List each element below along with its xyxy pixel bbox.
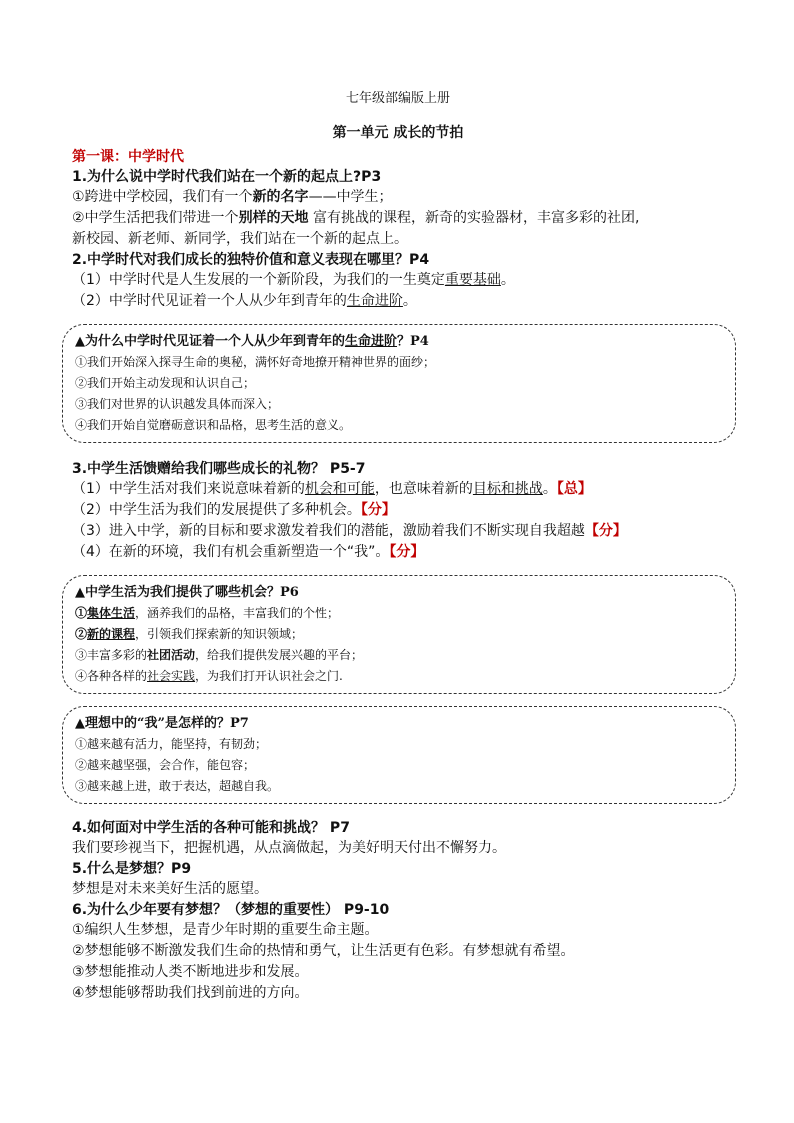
note-box-2-title: ▲中学生活为我们提供了哪些机会？P6 xyxy=(75,585,299,600)
q6-item: ③梦想能推动人类不断地进步和发展。 xyxy=(72,964,309,980)
q3-line-1: （1）中学生活对我们来说意味着新的机会和可能，也意味着新的目标和挑战。【总】 xyxy=(72,481,592,497)
note-box-2-item: ④各种各样的社会实践，为我们打开认识社会之门. xyxy=(75,669,343,683)
note-box-3-item: ①越来越有活力，能坚持，有韧劲； xyxy=(75,737,268,751)
note-box-3-title: ▲理想中的“我”是怎样的？P7 xyxy=(75,716,249,731)
q6-item: ②梦想能够不断激发我们生命的热情和勇气，让生活更有色彩。有梦想就有希望。 xyxy=(72,943,575,959)
q6-item: ④梦想能够帮助我们找到前进的方向。 xyxy=(72,985,309,1001)
note-box-1-item: ④我们开始自觉磨砺意识和品格，思考生活的意义。 xyxy=(75,418,352,432)
detail-tag: 【分】 xyxy=(584,523,627,539)
question-1-title: 1.为什么说中学时代我们站在一个新的起点上?P3 xyxy=(72,169,382,185)
q2-line-2: （2）中学时代见证着一个人从少年到青年的生命进阶。 xyxy=(72,293,417,309)
note-box-1-item: ①我们开始深入探寻生命的奥秘，满怀好奇地撩开精神世界的面纱； xyxy=(75,355,436,369)
note-box-2-item: ③丰富多彩的社团活动，给我们提供发展兴趣的平台； xyxy=(75,648,364,662)
question-3-title: 3.中学生活馈赠给我们哪些成长的礼物？ P5-7 xyxy=(72,461,366,477)
question-4-title: 4.如何面对中学生活的各种可能和挑战？ P7 xyxy=(72,820,350,836)
note-box-2-item: ①集体生活，涵养我们的品格，丰富我们的个性； xyxy=(75,606,340,620)
detail-tag: 【分】 xyxy=(360,502,396,518)
question-5-title: 5.什么是梦想？P9 xyxy=(72,861,192,877)
q4-line-1: 我们要珍视当下，把握机遇，从点滴做起，为美好明天付出不懈努力。 xyxy=(72,840,506,856)
q5-line-1: 梦想是对未来美好生活的愿望。 xyxy=(72,881,268,897)
q1-line-1: ①跨进中学校园，我们有一个新的名字——中学生； xyxy=(72,189,393,205)
note-box-2-item: ②新的课程，引领我们探索新的知识领域； xyxy=(75,627,304,641)
question-6-title: 6.为什么少年要有梦想？（梦想的重要性） P9-10 xyxy=(72,902,390,918)
note-box-life-progress xyxy=(62,324,736,443)
q3-line-3: （3）进入中学，新的目标和要求激发着我们的潜能，激励着我们不断实现自我超越【分】 xyxy=(72,523,627,539)
q3-line-4: （4）在新的环境，我们有机会重新塑造一个“我”。【分】 xyxy=(72,544,425,560)
document-page xyxy=(72,88,724,1004)
summary-tag: 【总】 xyxy=(556,481,592,497)
q1-line-2: ②中学生活把我们带进一个别样的天地 富有挑战的课程，新奇的实验器材，丰富多彩的社团, xyxy=(72,210,640,226)
document-title: 七年级部编版上册 xyxy=(345,91,450,106)
note-box-ideal-self xyxy=(62,706,736,804)
note-box-3-item: ③越来越上进，敢于表达，超越自我。 xyxy=(75,779,280,793)
q3-line-2: （2）中学生活为我们的发展提供了多种机会。【分】 xyxy=(72,502,396,518)
note-box-1-item: ③我们对世界的认识越发具体而深入； xyxy=(75,397,280,411)
note-box-1-item: ②我们开始主动发现和认识自己； xyxy=(75,376,256,390)
unit-title: 第一单元 成长的节拍 xyxy=(332,125,464,141)
detail-tag: 【分】 xyxy=(389,544,425,560)
note-box-1-title: ▲为什么中学时代见证着一个人从少年到青年的生命进阶？P4 xyxy=(75,334,429,349)
note-box-3-item: ②越来越坚强，会合作，能包容； xyxy=(75,758,256,772)
lesson-title: 第一课：中学时代 xyxy=(72,149,184,165)
q6-item: ①编织人生梦想，是青少年时期的重要生命主题。 xyxy=(72,922,379,938)
note-box-opportunities xyxy=(62,575,736,694)
q1-line-3: 新校园、新老师、新同学，我们站在一个新的起点上。 xyxy=(72,231,408,247)
question-2-title: 2.中学时代对我们成长的独特价值和意义表现在哪里？P4 xyxy=(72,252,430,268)
q2-line-1: （1）中学时代是人生发展的一个新阶段，为我们的一生奠定重要基础。 xyxy=(72,272,515,288)
